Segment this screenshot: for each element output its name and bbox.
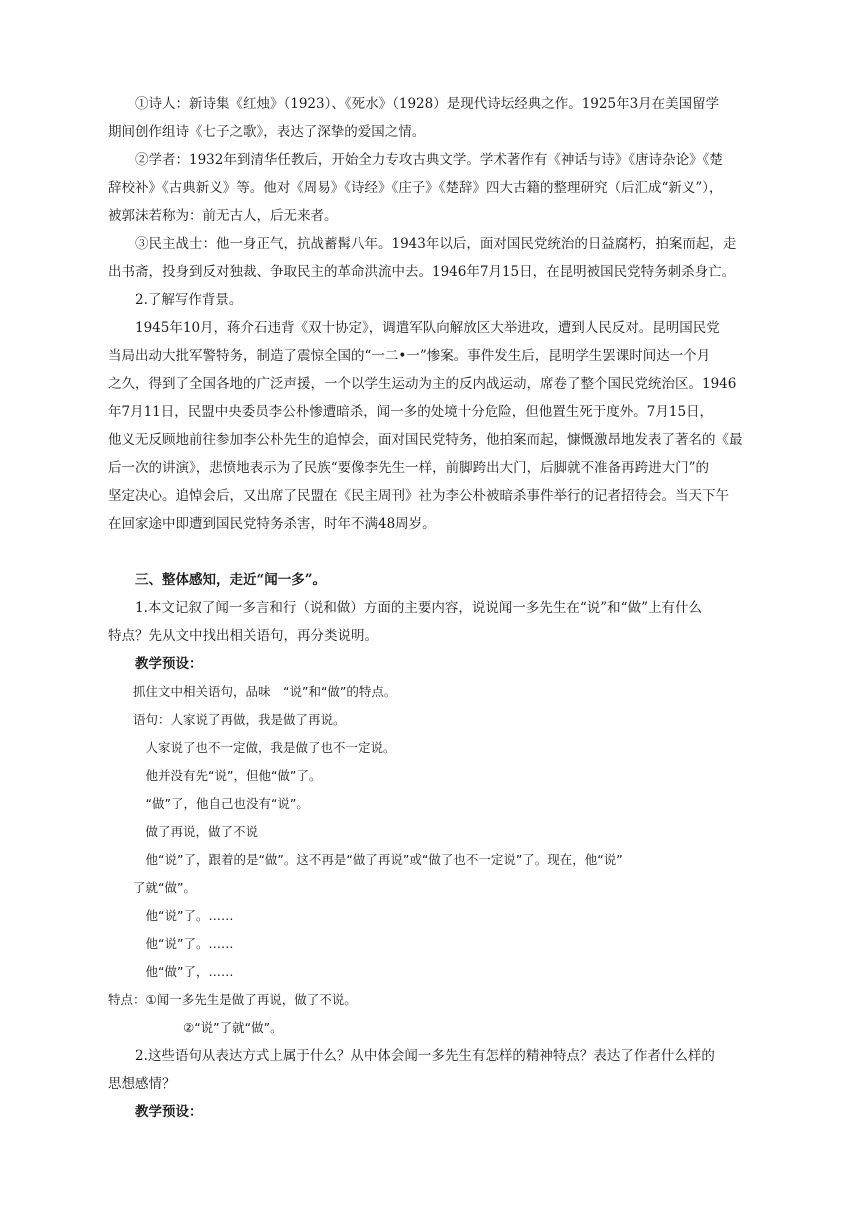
quote-line-1: 语句：人家说了再做，我是做了再说。: [108, 712, 346, 727]
section-3-heading: 三、整体感知，走近“闻一多”。: [108, 572, 327, 588]
quote-line-7: 他“说”了。……: [108, 908, 234, 923]
features-line-2: ②“说”了就“做”。: [108, 1020, 283, 1035]
scholar-text-line-3: 被郭沫若称为：前无古人，后无来者。: [108, 208, 338, 224]
features-line-1: 特点：①闻一多先生是做了再说，做了不说。: [108, 992, 357, 1007]
poet-text-line-1: ①诗人：新诗集《红烛》（1923）、《死水》（1928）是现代诗坛经典之作。1925年3月在美国留学: [108, 96, 720, 112]
background-line-5: 他义无反顾地前往参加李公朴先生的追悼会，面对国民党特务，他拍案而起，慷慨激昂地发表了著名的《最: [108, 432, 743, 448]
background-line-4: 年7月11日，民盟中央委员李公朴惨遭暗杀，闻一多的处境十分危险，但他置生死于度外。7月15日，: [108, 404, 714, 420]
scholar-text-line-2: 辞校补》《古典新义》等。他对《周易》《诗经》《庄子》《楚辞》四大古籍的整理研究（后汇成“新义”），: [108, 180, 723, 196]
background-line-6: 后一次的讲演》，悲愤地表示为了民族“要像李先生一样，前脚跨出大门，后脚就不准备再跨进大门”的: [108, 460, 710, 476]
quote-line-6-cont: 了就“做”。: [108, 880, 196, 895]
quote-line-6: 他“说”了，跟着的是“做”。这不再是“做了再说”或“做了也不一定说”了。现在，他“说”: [108, 852, 623, 867]
quote-line-8: 他“说”了。……: [108, 936, 234, 951]
democracy-fighter-line-2: 出书斋，投身到反对独裁、争取民主的革命洪流中去。1946年7月15日，在昆明被国民党特务刺杀身亡。: [108, 264, 736, 280]
quote-intro: 抓住文中相关语句，品味 “说”和“做”的特点。: [108, 684, 397, 699]
background-line-3: 之久，得到了全国各地的广泛声援，一个以学生运动为主的反内战运动，席卷了整个国民党统治区。1946: [108, 376, 737, 392]
background-heading: 2.了解写作背景。: [108, 292, 243, 308]
question-1-line-2: 特点？先从文中找出相关语句，再分类说明。: [108, 628, 378, 644]
quote-line-5: 做了再说，做了不说: [108, 824, 259, 839]
teaching-preset-label-2: 教学预设：: [108, 1104, 203, 1120]
quote-line-2: 人家说了也不一定做，我是做了也不一定说。: [108, 740, 396, 755]
democracy-fighter-line-1: ③民主战士：他一身正气，抗战蓄髯八年。1943年以后，面对国民党统治的日益腐朽，拍案而起，走: [108, 236, 737, 252]
poet-text-line-2: 期间创作组诗《七子之歌》，表达了深挚的爱国之情。: [108, 124, 426, 140]
background-line-8: 在回家途中即遭到国民党特务杀害，时年不满48周岁。: [108, 516, 436, 532]
question-2-line-2: 思想感情？: [108, 1076, 176, 1092]
quote-line-3: 他并没有先“说”，但他“做”了。: [108, 768, 322, 783]
teaching-preset-label-1: 教学预设：: [108, 656, 203, 672]
quote-line-4: “做”了，他自己也没有“说”。: [108, 796, 309, 811]
background-line-1: 1945年10月，蒋介石违背《双十协定》，调遣军队向解放区大举进攻，遭到人民反对。昆明国民党: [108, 320, 720, 336]
scholar-text-line-1: ②学者：1932年到清华任教后，开始全力专攻古典文学。学术著作有《神话与诗》《唐诗杂论》《楚: [108, 152, 723, 168]
background-line-2: 当局出动大批军警特务，制造了震惊全国的“一二•一”惨案。事件发生后，昆明学生罢课时间达一个月: [108, 348, 711, 364]
background-line-7: 坚定决心。追悼会后，又出席了民盟在《民主周刊》社为李公朴被暗杀事件举行的记者招待会。当天下午: [108, 488, 729, 504]
question-1-line-1: 1.本文记叙了闻一多言和行（说和做）方面的主要内容，说说闻一多先生在“说”和“做”上有什么: [108, 600, 702, 616]
quote-line-9: 他“做”了，……: [108, 964, 234, 979]
question-2-line-1: 2.这些语句从表达方式上属于什么？从中体会闻一多先生有怎样的精神特点？表达了作者什么样的: [108, 1048, 715, 1064]
